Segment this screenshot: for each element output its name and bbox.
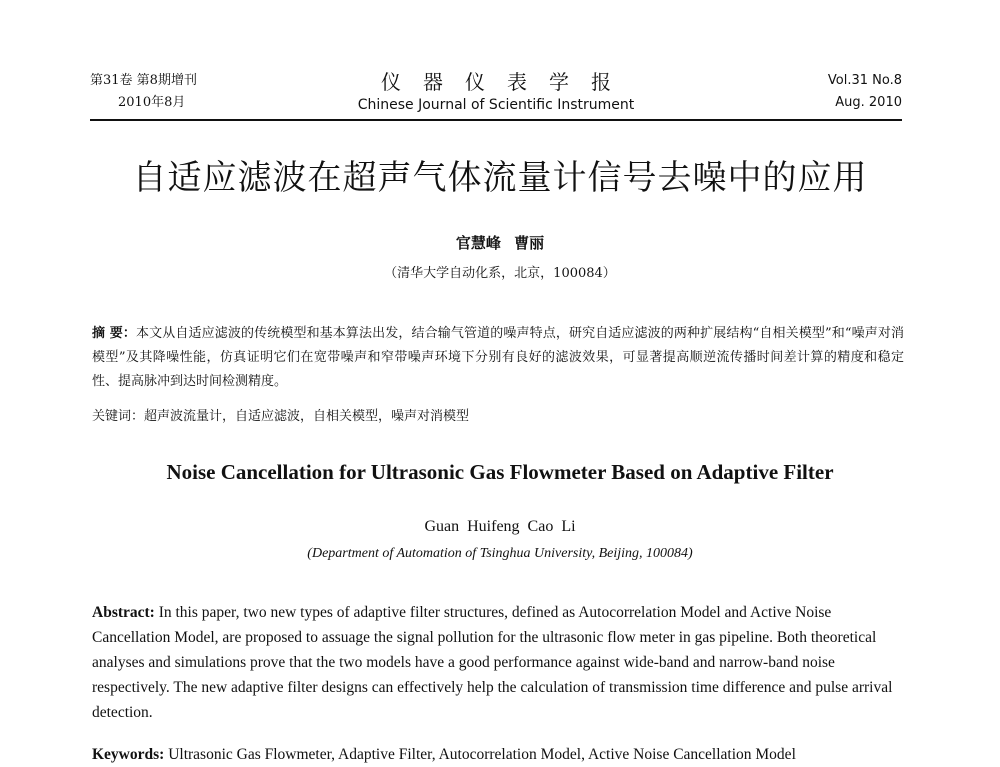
journal-name-cn: 仪器仪表学报 [381, 70, 633, 94]
abstract-cn-label: 摘 要： [92, 326, 137, 341]
keywords-cn-text: 超声波流量计，自适应滤波，自相关模型，噪声对消模型 [144, 409, 470, 424]
header-rule [90, 119, 902, 121]
authors-cn: 官慧峰 曹丽 [455, 234, 545, 252]
header-right [828, 70, 902, 114]
authors-en: Guan Huifeng Cao Li [424, 518, 576, 535]
keywords-en-label: Keywords: [92, 746, 165, 763]
journal-header [90, 70, 902, 122]
header-center [90, 70, 902, 116]
abstract-cn [92, 322, 904, 394]
paper-title-en: Noise Cancellation for Ultrasonic Gas Flowmeter Based on Adaptive Filter [166, 460, 834, 484]
affiliation-en: (Department of Automation of Tsinghua University, Beijing, 100084) [307, 546, 693, 561]
journal-name-en: Chinese Journal of Scientific Instrument [357, 97, 635, 113]
keywords-cn [92, 406, 904, 428]
abstract-cn-text: 本文从自适应滤波的传统模型和基本算法出发，结合输气管道的噪声特点，研究自适应滤波的两种扩展结构“自相关模型”和“噪声对消模型”及其降噪性能，仿真证明它们在宽带噪声和窄带噪声环境下分别有良好的滤波效果，可显著提高顺逆流传播时间差计算的精度和稳定性、提高脉冲到达时间检测精度。 [92, 326, 904, 389]
keywords-en [92, 742, 904, 767]
volume-issue-en: Vol.31 No.8 [827, 73, 902, 88]
date-cn: 2010年8月 [118, 95, 186, 110]
date-en: Aug. 2010 [835, 95, 902, 110]
affiliation-cn: （清华大学自动化系，北京，100084） [384, 266, 616, 281]
abstract-en-text: In this paper, two new types of adaptive filter structures, defined as Autocorrelation Model and Active Noise Cancellation Model, are proposed to assuage the signal pollution for the ultrasonic flow meter in gas pipeline. Both theoretical analyses and simulations prove that the two models have a good performance against wide-band and narrow-band noise respectively. The new adaptive filter designs can effectively help the calculation of transmission time difference and pulse arrival detection. [92, 604, 893, 721]
keywords-cn-label: 关键词： [92, 409, 145, 424]
paper-title-cn: 自适应滤波在超声气体流量计信号去噪中的应用 [132, 158, 868, 198]
volume-issue-cn: 第31卷 第8期增刊 [90, 73, 197, 88]
abstract-en [92, 600, 904, 725]
abstract-en-label: Abstract: [92, 604, 155, 621]
keywords-en-text: Ultrasonic Gas Flowmeter, Adaptive Filter, Autocorrelation Model, Active Noise Cancellation Model [164, 746, 796, 763]
